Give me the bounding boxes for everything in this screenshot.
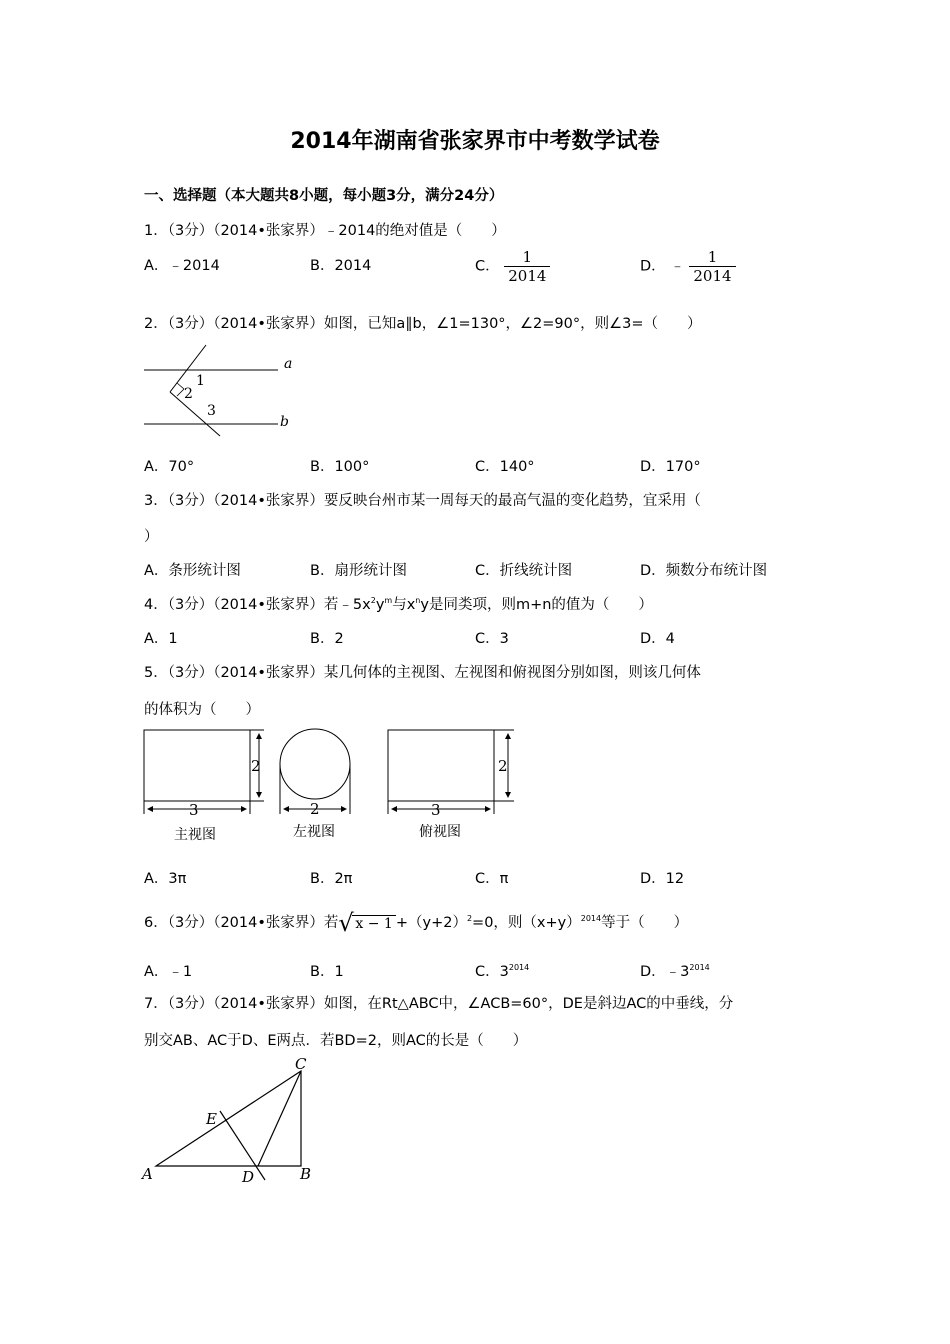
q6-option-b: B．1: [310, 964, 344, 980]
radicand: x − 1: [352, 915, 395, 932]
q6-option-d-text: D．﹣3: [640, 964, 690, 980]
q7-figure: [138, 1055, 328, 1190]
top-view-caption: 俯视图: [419, 824, 461, 840]
q5-option-b: B．2π: [310, 871, 353, 887]
question-7-stem-line2: 别交AB、AC于D、E两点．若BD=2，则AC的长是（ ）: [144, 1033, 528, 1049]
q3-option-b: B．扇形统计图: [310, 563, 407, 579]
question-7-stem-line1: 7．（3分）（2014•张家界）如图，在Rt△ABC中，∠ACB=60°，DE是斜边AC的中垂线，分: [144, 996, 734, 1012]
point-d: D: [242, 1168, 255, 1186]
q4-text-4: y是同类项，则m+n的值为（ ）: [420, 597, 653, 613]
q6-option-c: [475, 960, 529, 981]
left-width-label: 2: [310, 800, 320, 818]
fraction: [504, 248, 550, 285]
top-view-rect: [388, 730, 494, 801]
q3-option-d: D．频数分布统计图: [640, 563, 768, 579]
angle-label-3: 3: [207, 403, 216, 419]
question-5-stem-line2: 的体积为（ ）: [144, 702, 260, 718]
q6-option-a: A．﹣1: [144, 964, 193, 980]
front-width-label: 3: [189, 801, 199, 819]
fraction-denominator: 2014: [693, 267, 732, 285]
exponent: 2014: [580, 914, 602, 924]
q2-option-c: C．140°: [475, 459, 535, 475]
front-height-label: 2: [251, 757, 261, 775]
left-view-circle: [280, 729, 350, 799]
top-height-label: 2: [498, 757, 508, 775]
right-angle-mark: [177, 383, 184, 396]
q4-option-b: B．2: [310, 631, 344, 647]
vertex-a: A: [142, 1165, 153, 1183]
exponent: 2: [466, 914, 473, 924]
q4-option-d: D．4: [640, 631, 675, 647]
q1-option-a: A．﹣2014: [144, 258, 220, 274]
q5-option-c: C．π: [475, 871, 509, 887]
q4-text-1: 4．（3分）（2014•张家界）若﹣5x: [144, 597, 371, 613]
q1-option-d-label: D．: [640, 258, 666, 275]
question-4-stem: [144, 593, 653, 614]
q1-option-c: [475, 248, 550, 285]
fraction-numerator: 1: [689, 248, 735, 267]
q3-option-c: C．折线统计图: [475, 563, 573, 579]
angle-label-1: 1: [196, 373, 205, 389]
q5-option-a: A．3π: [144, 871, 187, 887]
q2-option-d: D．170°: [640, 459, 701, 475]
exponent: m: [384, 596, 393, 606]
q1-option-b: B．2014: [310, 258, 372, 274]
q6-option-c-text: C．3: [475, 964, 509, 980]
q6-text-1: 6．（3分）（2014•张家界）若: [144, 915, 339, 931]
exponent: 2014: [508, 963, 530, 973]
exponent: 2: [370, 596, 376, 606]
negative-sign: ﹣: [670, 258, 685, 275]
section-heading: 一、选择题（本大题共8小题，每小题3分，满分24分）: [144, 188, 504, 204]
q4-option-c: C．3: [475, 631, 509, 647]
radical-sign: √: [338, 908, 354, 937]
q4-option-a: A．1: [144, 631, 178, 647]
question-1-stem: 1．（3分）（2014•张家界）﹣2014的绝对值是（ ）: [144, 223, 506, 239]
q2-option-a: A．70°: [144, 459, 195, 475]
q5-figure: [138, 722, 528, 847]
question-5-stem-line1: 5．（3分）（2014•张家界）某几何体的主视图、左视图和俯视图分别如图，则该几何体: [144, 665, 701, 681]
exponent: n: [415, 596, 421, 606]
top-width-label: 3: [431, 801, 441, 819]
q1-option-d: [640, 248, 736, 285]
q6-text-4: 等于（ ）: [601, 915, 689, 931]
front-view-rect: [144, 730, 250, 801]
fraction-denominator: 2014: [508, 267, 547, 285]
exponent: 2014: [689, 963, 710, 973]
q1-option-c-label: C．: [475, 258, 500, 275]
page-title: 2014年湖南省张家界市中考数学试卷: [290, 129, 660, 154]
angle-label-2: 2: [184, 386, 193, 402]
line-label-b: b: [280, 414, 289, 430]
vertex-b: B: [300, 1165, 312, 1183]
q2-option-b: B．100°: [310, 459, 370, 475]
line-label-a: a: [284, 356, 293, 372]
fraction: [689, 248, 735, 285]
question-6-stem: [144, 908, 689, 937]
q3-option-a: A．条形统计图: [144, 563, 241, 579]
square-root: [338, 908, 395, 937]
q4-text-2: y: [375, 597, 385, 613]
q6-text-3: =0，则（x+y）: [472, 915, 581, 931]
q6-option-d: [640, 960, 710, 981]
point-e: E: [206, 1110, 217, 1128]
question-2-stem: 2．（3分）（2014•张家界）如图，已知a∥b，∠1=130°，∠2=90°，则∠3=（ ）: [144, 316, 702, 332]
question-3-stem-line2: ）: [144, 529, 159, 545]
left-view-caption: 左视图: [293, 824, 335, 840]
fraction-numerator: 1: [504, 248, 550, 267]
question-3-stem-line1: 3．（3分）（2014•张家界）要反映台州市某一周每天的最高气温的变化趋势，宜采用（: [144, 493, 701, 509]
vertex-c: C: [295, 1055, 307, 1073]
q2-figure: [140, 340, 310, 440]
q5-option-d: D．12: [640, 871, 685, 887]
front-view-caption: 主视图: [174, 827, 216, 843]
q4-text-3: 与x: [392, 597, 416, 613]
q6-text-2: +（y+2）: [395, 915, 467, 931]
